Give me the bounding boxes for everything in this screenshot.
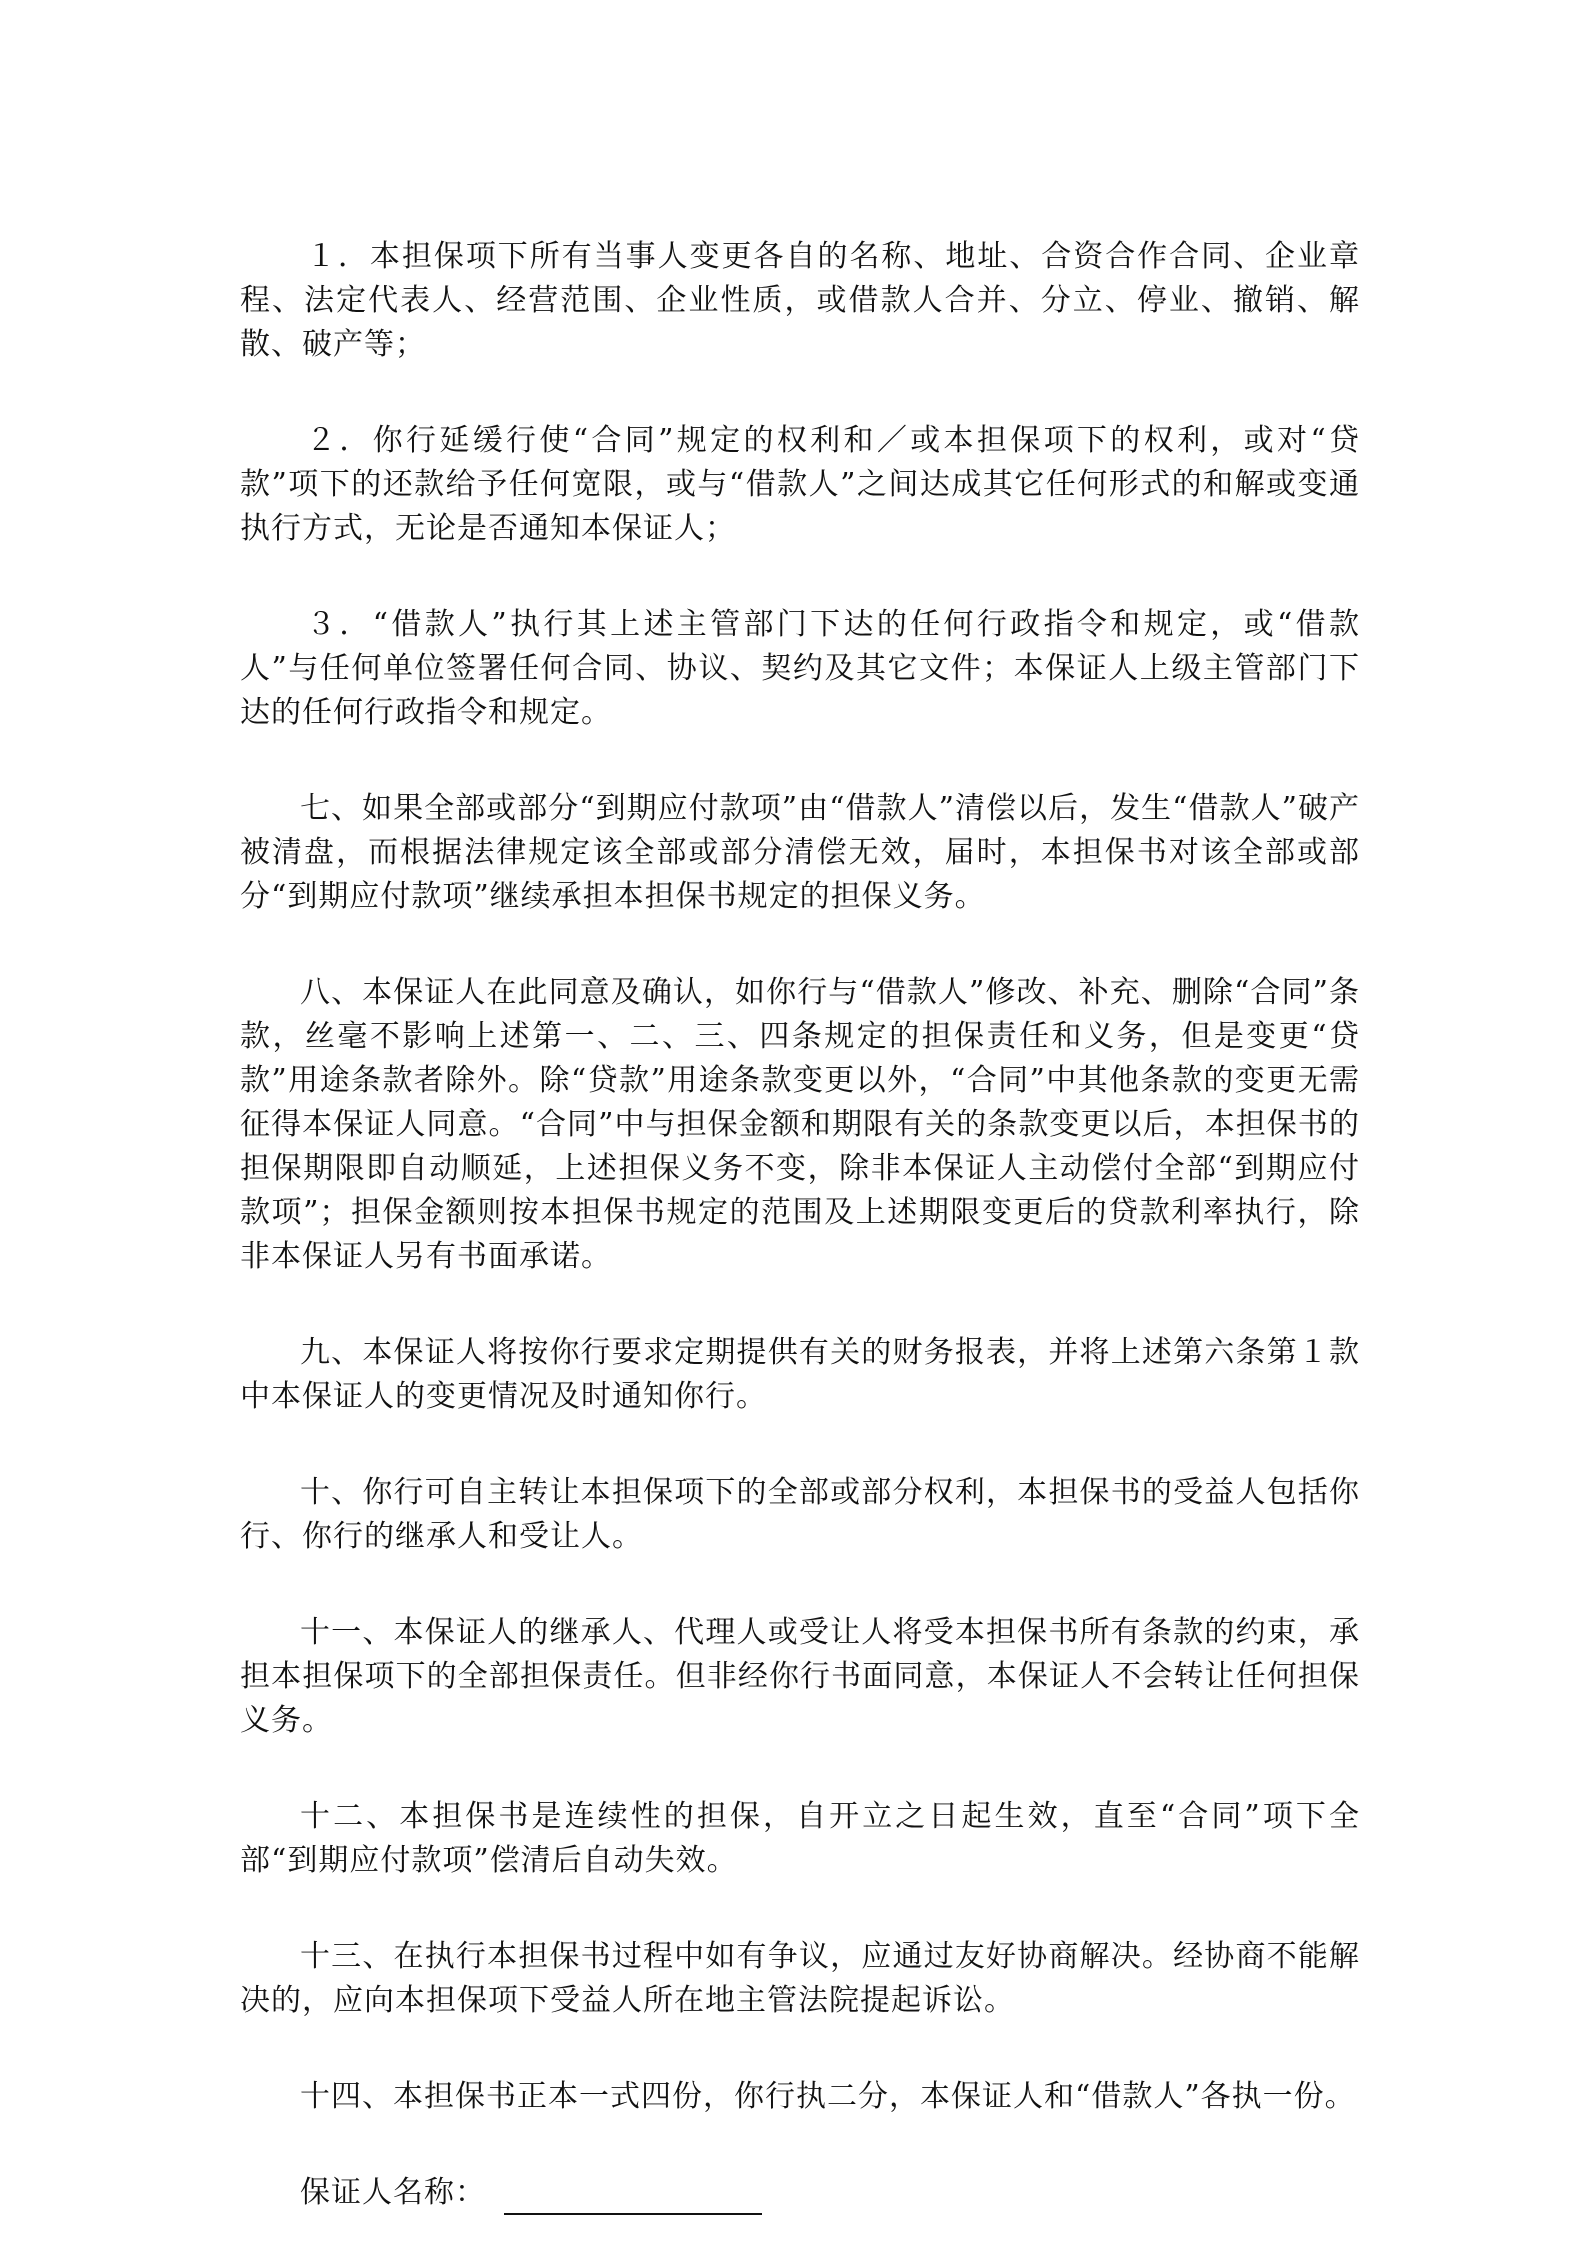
clause-6-item-3: ３．“借款人”执行其上述主管部门下达的任何行政指令和规定，或“借款人”与任何单位签署任何合同、协议、契约及其它文件；本保证人上级主管部门下达的任何行政指令和规定。 [240, 607, 1360, 730]
clause-12: 十二、本担保书是连续性的担保，自开立之日起生效，直至“合同”项下全部“到期应付款项”偿清后自动失效。 [240, 1799, 1360, 1878]
clause-8: 八、本保证人在此同意及确认，如你行与“借款人”修改、补充、删除“合同”条款，丝毫不影响上述第一、二、三、四条规定的担保责任和义务，但是变更“贷款”用途条款者除外。除“贷款”用途条款变更以外，“合同”中其他条款的变更无需征得本保证人同意。“合同”中与担保金额和期限有关的条款变更以后，本担保书的担保期限即自动顺延，上述担保义务不变，除非本保证人主动偿付全部“到期应付款项”；担保金额则按本担保书规定的范围及上述期限变更后的贷款利率执行，除非本保证人另有书面承诺。 [240, 975, 1360, 1274]
clause-13: 十三、在执行本担保书过程中如有争议，应通过友好协商解决。经协商不能解决的，应向本担保项下受益人所在地主管法院提起诉讼。 [240, 1939, 1360, 2018]
clause-10: 十、你行可自主转让本担保项下的全部或部分权利，本担保书的受益人包括你行、你行的继承人和受让人。 [240, 1475, 1360, 1554]
clause-6-item-1: １．本担保项下所有当事人变更各自的名称、地址、合资合作合同、企业章程、法定代表人、经营范围、企业性质，或借款人合并、分立、停业、撤销、解散、破产等； [240, 239, 1360, 362]
clause-7: 七、如果全部或部分“到期应付款项”由“借款人”清偿以后，发生“借款人”破产被清盘，而根据法律规定该全部或部分清偿无效，届时，本担保书对该全部或部分“到期应付款项”继续承担本担保书规定的担保义务。 [240, 791, 1360, 914]
clause-14: 十四、本担保书正本一式四份，你行执二分，本保证人和“借款人”各执一份。 [300, 2079, 1356, 2114]
guarantor-signature-line [240, 2171, 1360, 2215]
clause-9: 九、本保证人将按你行要求定期提供有关的财务报表，并将上述第六条第１款中本保证人的变更情况及时通知你行。 [240, 1335, 1360, 1414]
document-page [240, 235, 1360, 2215]
clause-6-item-2: ２．你行延缓行使“合同”规定的权利和／或本担保项下的权利，或对“贷款”项下的还款给予任何宽限，或与“借款人”之间达成其它任何形式的和解或变通执行方式，无论是否通知本保证人； [240, 423, 1360, 546]
clause-11: 十一、本保证人的继承人、代理人或受让人将受本担保书所有条款的约束，承担本担保项下的全部担保责任。但非经你行书面同意，本保证人不会转让任何担保义务。 [240, 1615, 1360, 1738]
guarantor-name-blank [504, 2183, 762, 2215]
guarantor-name-label: 保证人名称： [300, 2175, 486, 2210]
